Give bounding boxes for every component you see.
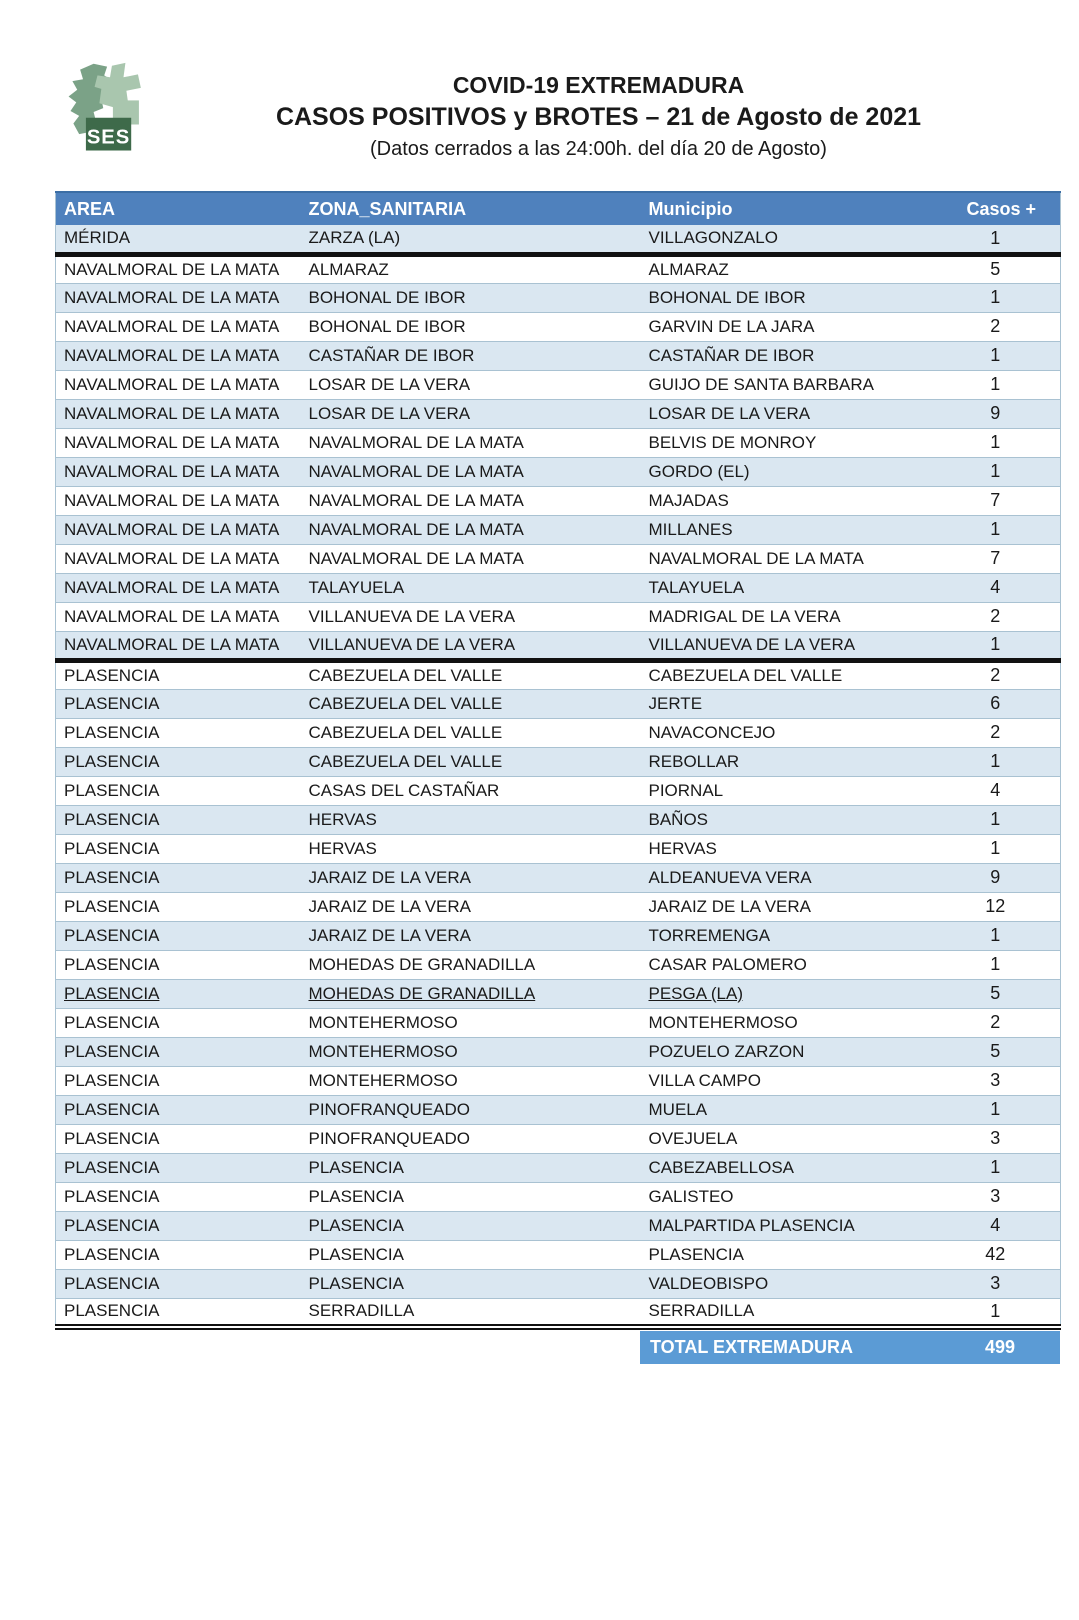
table-row: [56, 921, 1061, 950]
cell-area: PLASENCIA: [56, 1037, 301, 1066]
cell-area: PLASENCIA: [56, 1269, 301, 1298]
cell-zona: ZARZA (LA): [301, 225, 641, 254]
cell-area: NAVALMORAL DE LA MATA: [56, 457, 301, 486]
cell-zona: CABEZUELA DEL VALLE: [301, 660, 641, 689]
cell-municipio: NAVALMORAL DE LA MATA: [641, 544, 931, 573]
report-subtitle: CASOS POSITIVOS y BROTES – 21 de Agosto de 2021: [275, 103, 922, 132]
table-row: [56, 631, 1061, 660]
table-row: [56, 283, 1061, 312]
cell-municipio: PLASENCIA: [641, 1240, 931, 1269]
cell-casos: 5: [931, 1037, 1061, 1066]
column-header-casos: Casos +: [931, 192, 1061, 225]
cell-municipio: VILLANUEVA DE LA VERA: [641, 631, 931, 660]
cell-municipio: MUELA: [641, 1095, 931, 1124]
cell-municipio: REBOLLAR: [641, 747, 931, 776]
cell-area: PLASENCIA: [56, 921, 301, 950]
total-label: TOTAL EXTREMADURA: [650, 1337, 854, 1357]
cell-zona: NAVALMORAL DE LA MATA: [301, 486, 641, 515]
cell-municipio: NAVACONCEJO: [641, 718, 931, 747]
report-note: (Datos cerrados a las 24:00h. del día 20 de Agosto): [370, 137, 827, 160]
cell-zona: CABEZUELA DEL VALLE: [301, 747, 641, 776]
table-row: [56, 341, 1061, 370]
cell-area: NAVALMORAL DE LA MATA: [56, 370, 301, 399]
cell-area: PLASENCIA: [56, 1240, 301, 1269]
cell-municipio: MILLANES: [641, 515, 931, 544]
table-row: [56, 399, 1061, 428]
table-row: [56, 776, 1061, 805]
cell-municipio: OVEJUELA: [641, 1124, 931, 1153]
cell-zona: MOHEDAS DE GRANADILLA: [301, 979, 641, 1008]
cell-municipio: MONTEHERMOSO: [641, 1008, 931, 1037]
cell-area: PLASENCIA: [56, 950, 301, 979]
table-row: [56, 573, 1061, 602]
cell-zona: HERVAS: [301, 805, 641, 834]
cell-area: PLASENCIA: [56, 660, 301, 689]
table-row: [56, 225, 1061, 254]
table-row: [56, 950, 1061, 979]
cell-municipio: LOSAR DE LA VERA: [641, 399, 931, 428]
cell-municipio: GARVIN DE LA JARA: [641, 312, 931, 341]
cell-area: PLASENCIA: [56, 747, 301, 776]
cell-casos: 1: [931, 950, 1061, 979]
cell-zona: LOSAR DE LA VERA: [301, 399, 641, 428]
cell-casos: 5: [931, 979, 1061, 1008]
cell-municipio: MAJADAS: [641, 486, 931, 515]
cell-municipio: ALDEANUEVA VERA: [641, 863, 931, 892]
cell-casos: 2: [931, 1008, 1061, 1037]
cell-zona: MONTEHERMOSO: [301, 1066, 641, 1095]
cell-area: PLASENCIA: [56, 1153, 301, 1182]
cell-casos: 1: [931, 1095, 1061, 1124]
cell-zona: PLASENCIA: [301, 1240, 641, 1269]
cell-zona: PINOFRANQUEADO: [301, 1095, 641, 1124]
cell-zona: BOHONAL DE IBOR: [301, 283, 641, 312]
cell-zona: PLASENCIA: [301, 1269, 641, 1298]
cell-municipio: VILLA CAMPO: [641, 1066, 931, 1095]
cell-area: NAVALMORAL DE LA MATA: [56, 631, 301, 660]
cell-municipio: MALPARTIDA PLASENCIA: [641, 1211, 931, 1240]
table-row: [56, 254, 1061, 283]
cell-casos: 2: [931, 718, 1061, 747]
table-body: [56, 225, 1061, 1327]
cell-zona: NAVALMORAL DE LA MATA: [301, 544, 641, 573]
cell-area: PLASENCIA: [56, 1211, 301, 1240]
table-header-row: [56, 192, 1061, 225]
cell-zona: PLASENCIA: [301, 1153, 641, 1182]
cell-casos: 1: [931, 515, 1061, 544]
table-row: [56, 1095, 1061, 1124]
table-row: [56, 747, 1061, 776]
cell-casos: 1: [931, 805, 1061, 834]
table-row: [56, 805, 1061, 834]
table-row: [56, 428, 1061, 457]
cell-area: PLASENCIA: [56, 1124, 301, 1153]
cell-zona: PINOFRANQUEADO: [301, 1124, 641, 1153]
table-row: [56, 544, 1061, 573]
cell-casos: 2: [931, 312, 1061, 341]
cell-casos: 1: [931, 341, 1061, 370]
cell-casos: 1: [931, 457, 1061, 486]
table-row: [56, 863, 1061, 892]
cell-casos: 9: [931, 399, 1061, 428]
cell-casos: 1: [931, 1298, 1061, 1327]
cell-municipio: BELVIS DE MONROY: [641, 428, 931, 457]
cell-area: PLASENCIA: [56, 718, 301, 747]
cell-area: NAVALMORAL DE LA MATA: [56, 573, 301, 602]
cell-casos: 3: [931, 1182, 1061, 1211]
cell-municipio: ALMARAZ: [641, 254, 931, 283]
cell-municipio: JERTE: [641, 689, 931, 718]
cell-area: PLASENCIA: [56, 892, 301, 921]
cell-casos: 1: [931, 747, 1061, 776]
cell-area: PLASENCIA: [56, 1095, 301, 1124]
total-value: 499: [984, 1337, 1016, 1357]
cell-area: NAVALMORAL DE LA MATA: [56, 283, 301, 312]
cell-casos: 2: [931, 602, 1061, 631]
cell-casos: 9: [931, 863, 1061, 892]
cell-municipio: BAÑOS: [641, 805, 931, 834]
table-row: [56, 660, 1061, 689]
cell-municipio: CABEZUELA DEL VALLE: [641, 660, 931, 689]
cell-zona: TALAYUELA: [301, 573, 641, 602]
table-row: [56, 515, 1061, 544]
cell-municipio: PESGA (LA): [641, 979, 931, 1008]
cell-casos: 1: [931, 283, 1061, 312]
cell-zona: JARAIZ DE LA VERA: [301, 892, 641, 921]
cell-casos: 1: [931, 834, 1061, 863]
cell-zona: BOHONAL DE IBOR: [301, 312, 641, 341]
cell-zona: CASAS DEL CASTAÑAR: [301, 776, 641, 805]
cell-municipio: MADRIGAL DE LA VERA: [641, 602, 931, 631]
cell-municipio: BOHONAL DE IBOR: [641, 283, 931, 312]
cell-area: NAVALMORAL DE LA MATA: [56, 341, 301, 370]
cell-zona: JARAIZ DE LA VERA: [301, 921, 641, 950]
title-block: [167, 58, 1030, 169]
table-row: [56, 457, 1061, 486]
column-header-zona: ZONA_SANITARIA: [301, 192, 641, 225]
cell-area: NAVALMORAL DE LA MATA: [56, 486, 301, 515]
cell-casos: 3: [931, 1124, 1061, 1153]
cell-zona: VILLANUEVA DE LA VERA: [301, 631, 641, 660]
cell-casos: 1: [931, 428, 1061, 457]
cell-area: NAVALMORAL DE LA MATA: [56, 515, 301, 544]
cell-area: NAVALMORAL DE LA MATA: [56, 602, 301, 631]
cell-municipio: GUIJO DE SANTA BARBARA: [641, 370, 931, 399]
report-header: [0, 0, 1079, 169]
table-row: [56, 1124, 1061, 1153]
report-title: COVID-19 EXTREMADURA: [452, 72, 745, 98]
cell-zona: ALMARAZ: [301, 254, 641, 283]
table-row: [56, 1153, 1061, 1182]
ses-logo: [57, 58, 167, 169]
cell-casos: 4: [931, 776, 1061, 805]
cell-casos: 3: [931, 1269, 1061, 1298]
cell-casos: 1: [931, 631, 1061, 660]
cell-area: PLASENCIA: [56, 863, 301, 892]
table-row: [56, 1240, 1061, 1269]
cell-municipio: PIORNAL: [641, 776, 931, 805]
cell-zona: NAVALMORAL DE LA MATA: [301, 515, 641, 544]
column-header-municipio: Municipio: [641, 192, 931, 225]
cell-zona: MONTEHERMOSO: [301, 1037, 641, 1066]
cell-zona: PLASENCIA: [301, 1211, 641, 1240]
cell-area: PLASENCIA: [56, 979, 301, 1008]
cell-zona: NAVALMORAL DE LA MATA: [301, 457, 641, 486]
cell-zona: CASTAÑAR DE IBOR: [301, 341, 641, 370]
table-row: [56, 602, 1061, 631]
table-row: [56, 1298, 1061, 1327]
table-row: [56, 312, 1061, 341]
cell-area: NAVALMORAL DE LA MATA: [56, 312, 301, 341]
cell-casos: 1: [931, 370, 1061, 399]
cell-area: PLASENCIA: [56, 1066, 301, 1095]
cell-area: PLASENCIA: [56, 689, 301, 718]
cell-casos: 1: [931, 225, 1061, 254]
cell-municipio: VILLAGONZALO: [641, 225, 931, 254]
table-row: [56, 689, 1061, 718]
table-row: [56, 486, 1061, 515]
cell-casos: 4: [931, 1211, 1061, 1240]
cell-municipio: CASAR PALOMERO: [641, 950, 931, 979]
cases-table: [55, 191, 1061, 1330]
total-row: [640, 1331, 1060, 1364]
cell-zona: MOHEDAS DE GRANADILLA: [301, 950, 641, 979]
cell-area: NAVALMORAL DE LA MATA: [56, 254, 301, 283]
cell-casos: 1: [931, 1153, 1061, 1182]
cell-municipio: TALAYUELA: [641, 573, 931, 602]
cell-municipio: CASTAÑAR DE IBOR: [641, 341, 931, 370]
cell-zona: HERVAS: [301, 834, 641, 863]
table-row: [56, 1269, 1061, 1298]
table-row: [56, 718, 1061, 747]
cell-casos: 1: [931, 921, 1061, 950]
cell-municipio: GORDO (EL): [641, 457, 931, 486]
table-row: [56, 1008, 1061, 1037]
cell-casos: 7: [931, 544, 1061, 573]
cell-zona: SERRADILLA: [301, 1298, 641, 1327]
cell-zona: MONTEHERMOSO: [301, 1008, 641, 1037]
cell-municipio: HERVAS: [641, 834, 931, 863]
cell-casos: 6: [931, 689, 1061, 718]
table-row: [56, 1066, 1061, 1095]
cell-zona: PLASENCIA: [301, 1182, 641, 1211]
cell-zona: CABEZUELA DEL VALLE: [301, 718, 641, 747]
cell-zona: LOSAR DE LA VERA: [301, 370, 641, 399]
cell-area: PLASENCIA: [56, 1298, 301, 1327]
cell-area: NAVALMORAL DE LA MATA: [56, 399, 301, 428]
ses-logo-icon: [57, 58, 163, 164]
table-row: [56, 834, 1061, 863]
cell-municipio: TORREMENGA: [641, 921, 931, 950]
cell-casos: 12: [931, 892, 1061, 921]
table-row: [56, 1211, 1061, 1240]
cell-municipio: POZUELO ZARZON: [641, 1037, 931, 1066]
table-row: [56, 1182, 1061, 1211]
cell-municipio: CABEZABELLOSA: [641, 1153, 931, 1182]
table-header: [56, 192, 1061, 225]
column-header-area: AREA: [56, 192, 301, 225]
cell-zona: NAVALMORAL DE LA MATA: [301, 428, 641, 457]
table-row: [56, 892, 1061, 921]
table-row: [56, 979, 1061, 1008]
cell-area: MÉRIDA: [56, 225, 301, 254]
cell-zona: CABEZUELA DEL VALLE: [301, 689, 641, 718]
cell-zona: JARAIZ DE LA VERA: [301, 863, 641, 892]
cell-area: NAVALMORAL DE LA MATA: [56, 428, 301, 457]
cell-municipio: JARAIZ DE LA VERA: [641, 892, 931, 921]
cell-zona: VILLANUEVA DE LA VERA: [301, 602, 641, 631]
table-row: [56, 1037, 1061, 1066]
cell-municipio: SERRADILLA: [641, 1298, 931, 1327]
cell-casos: 5: [931, 254, 1061, 283]
cell-municipio: GALISTEO: [641, 1182, 931, 1211]
cell-municipio: VALDEOBISPO: [641, 1269, 931, 1298]
cell-area: PLASENCIA: [56, 1008, 301, 1037]
logo-ses-text: SES: [86, 126, 131, 149]
cell-casos: 4: [931, 573, 1061, 602]
table-row: [56, 370, 1061, 399]
cell-area: PLASENCIA: [56, 805, 301, 834]
cell-area: PLASENCIA: [56, 776, 301, 805]
cell-casos: 42: [931, 1240, 1061, 1269]
cell-area: PLASENCIA: [56, 834, 301, 863]
cell-casos: 3: [931, 1066, 1061, 1095]
cell-casos: 2: [931, 660, 1061, 689]
cell-area: PLASENCIA: [56, 1182, 301, 1211]
cell-area: NAVALMORAL DE LA MATA: [56, 544, 301, 573]
cell-casos: 7: [931, 486, 1061, 515]
